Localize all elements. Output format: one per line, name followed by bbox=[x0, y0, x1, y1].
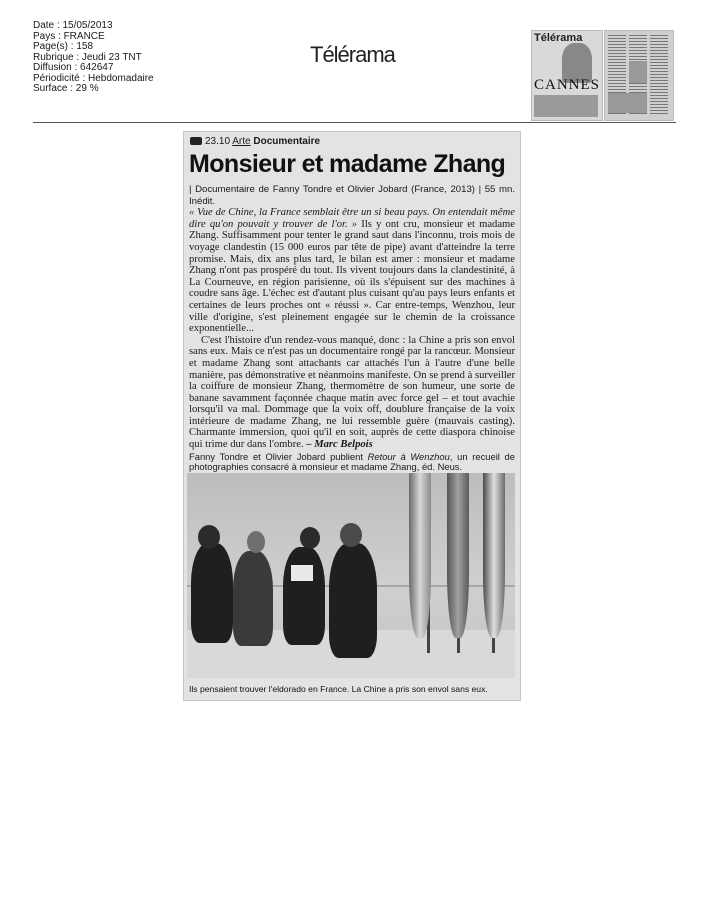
article-quote: « Vue de Chine, la France semblait être un si beau pays. On entendait même dire qu'on pouvait y trouver de l'or. » bbox=[189, 207, 515, 230]
article-headline: Monsieur et madame Zhang bbox=[189, 150, 506, 178]
article-paragraph bbox=[189, 184, 515, 335]
person-head bbox=[247, 531, 265, 553]
book-title: Retour à Wenzhou bbox=[367, 450, 450, 462]
person-head bbox=[300, 527, 320, 549]
document-metadata bbox=[33, 21, 154, 95]
person-head bbox=[340, 523, 362, 547]
book-note-text: Fanny Tondre et Olivier Jobard publient bbox=[189, 450, 368, 462]
meta-country: Pays : FRANCE bbox=[33, 30, 105, 42]
cover-thumbnail bbox=[531, 30, 603, 121]
tv-icon bbox=[190, 137, 202, 145]
program-time: 23.10 bbox=[205, 136, 231, 147]
page-thumbnail-column bbox=[650, 35, 668, 115]
person-silhouette bbox=[191, 543, 233, 643]
meta-periodicity: Périodicité : Hebdomadaire bbox=[33, 72, 154, 84]
cover-thumbnail-image bbox=[534, 95, 598, 117]
article-photo bbox=[187, 473, 515, 678]
cover-thumbnail-title: Télérama bbox=[534, 32, 583, 44]
book-note-text: , un recueil de photographies consacré à monsieur et madame Zhang, éd. Neus. bbox=[189, 450, 515, 473]
article-body bbox=[189, 184, 515, 484]
meta-surface: Surface : 29 % bbox=[33, 83, 99, 94]
paper-sheet bbox=[291, 565, 313, 581]
program-kicker bbox=[190, 136, 320, 147]
cover-thumbnail-headline: CANNES bbox=[534, 77, 601, 93]
flag bbox=[409, 473, 431, 638]
page-thumbnail-image bbox=[629, 61, 647, 83]
article-author: – Marc Belpois bbox=[303, 439, 373, 451]
article-paragraph-text: C'est l'histoire d'un rendez-vous manqué, donc : la Chine a pris son envol sans eux. Mais ce n'est pas un documentaire rongé par la rancœur. Monsieur et madame Zhang sont attachants car attachés l'un à l'autre d'une belle manière, pas démonstrative et néanmoins manifeste. On se prend à surveiller la coiffure de monsieur Zhang, thermomètre de son humeur, une sorte de banane savamment façonnée chaque matin avec force gel – et tout avachie lorsqu'il va mal. Dommage que la voix off, doublure française de la voix intérieure de madame Zhang, ne lui ressemble guère (mauvais casting). Charmante immersion, quoi qu'il en soit, auprès de cette diaspora chinoise qui trime dur dans l'ombre. bbox=[189, 334, 515, 451]
article-paragraph-text: Ils y ont cru, monsieur et madame Zhang. Suffisamment pour tenter le grand saut dans l'inconnu, trois mois de voyage clandestin (15 000 euros par tête de pipe) avant d'atteindre la terre promise. Mais, dix ans plus tard, le bilan est amer : monsieur et madame Zhang n'ont pas prospéré du tout. Ils vivent toujours dans la clandestinité, à La Courneuve, en région parisienne, où ils s'épuisent sur des machines à coudre sans âge. L'échec est d'autant plus cuisant qu'au pays leurs enfants et certaines de leurs proches ont « réussi ». Car entre-temps, Wenzhou, leur ville d'origine, s'est pleinement engagée sur le chemin de la croissance exponentielle... bbox=[189, 218, 515, 335]
article-paragraph bbox=[189, 335, 515, 451]
article-credits: | Documentaire de Fanny Tondre et Olivier Jobard (France, 2013) | 55 mn. Inédit. bbox=[189, 184, 515, 207]
page-thumbnail bbox=[604, 30, 674, 121]
person-silhouette bbox=[283, 547, 325, 645]
header-divider bbox=[33, 122, 676, 123]
page-thumbnail-image bbox=[608, 93, 647, 113]
meta-pages: Page(s) : 158 bbox=[33, 41, 94, 52]
flag bbox=[447, 473, 469, 638]
flag bbox=[483, 473, 505, 638]
person-silhouette bbox=[329, 543, 377, 658]
photo-caption: Ils pensaient trouver l'eldorado en France. La Chine a pris son envol sans eux. bbox=[189, 684, 488, 694]
article-clipping bbox=[183, 131, 521, 701]
meta-date: Date : 15/05/2013 bbox=[33, 20, 113, 31]
publication-logo: Télérama bbox=[310, 42, 395, 67]
person-silhouette bbox=[233, 551, 273, 646]
meta-section: Rubrique : Jeudi 23 TNT bbox=[33, 51, 142, 63]
program-channel: Arte bbox=[232, 136, 251, 147]
person-head bbox=[198, 525, 220, 549]
program-genre: Documentaire bbox=[253, 136, 321, 147]
meta-circulation: Diffusion : 642647 bbox=[33, 62, 114, 73]
